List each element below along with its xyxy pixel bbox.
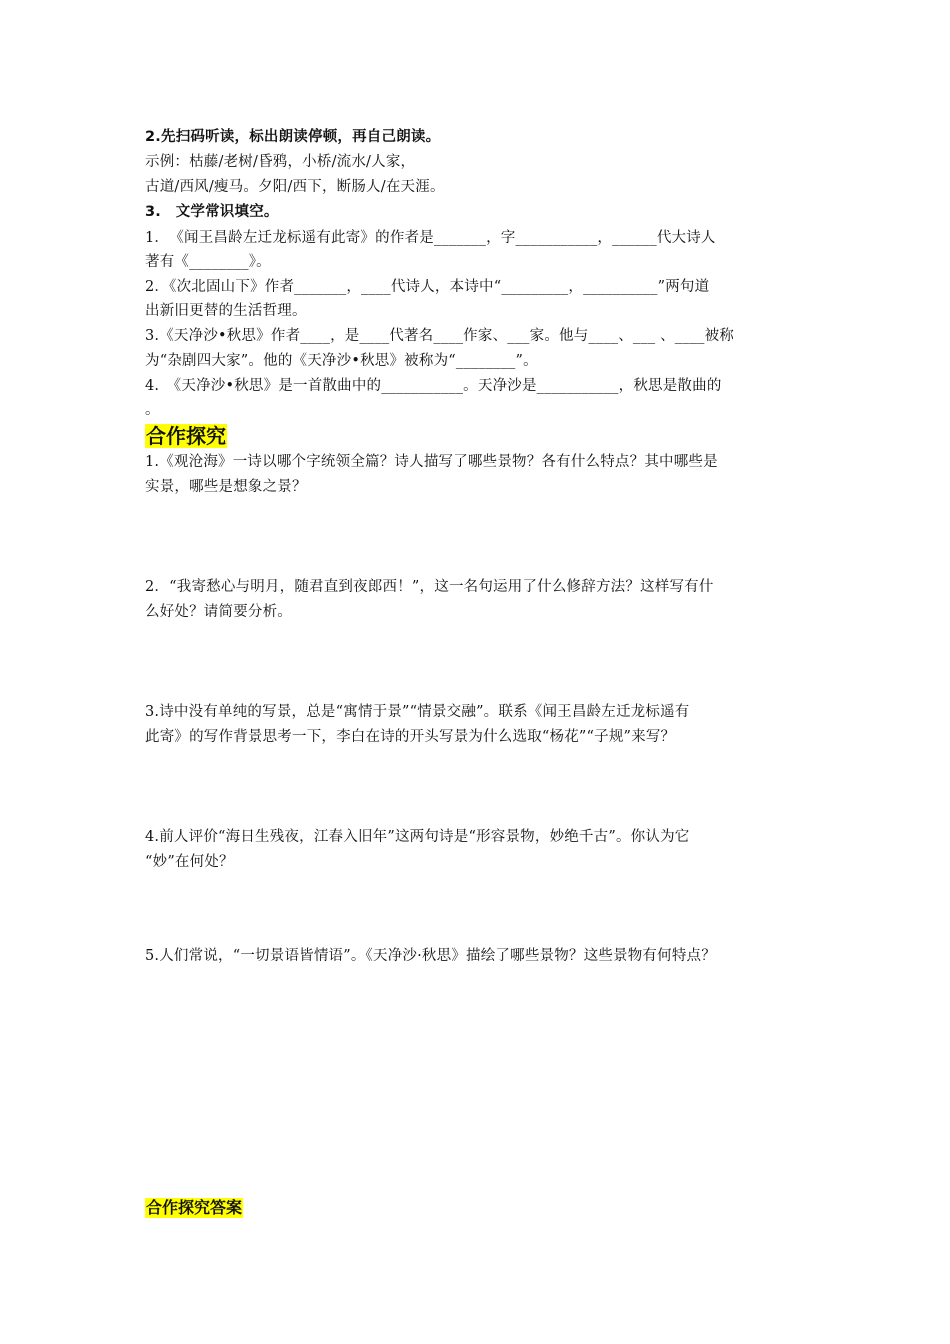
cooperation-q1-line-1: 1.《观沧海》一诗以哪个字统领全篇？诗人描写了哪些景物？各有什么特点？其中哪些是 [145,454,718,470]
literature-q4-line-2: 。 [145,402,160,418]
cooperation-answers-heading: 合作探究答案 [146,1198,243,1217]
reading-task-title: 2.先扫码听读，标出朗读停顿，再自己朗读。 [145,129,441,145]
cooperation-q5-line-1: 5.人们常说，“一切景语皆情语”。《天净沙·秋思》描绘了哪些景物？这些景物有何特点？ [145,948,716,964]
cooperation-q2-line-1: 2．“我寄愁心与明月，随君直到夜郎西！”，这一名句运用了什么修辞方法？这样写有什 [145,579,714,595]
cooperation-q1-line-2: 实景，哪些是想象之景？ [145,479,307,495]
reading-example-line-1: 示例：枯藤/老树/昏鸦，小桥/流水/人家， [145,154,416,170]
literature-section-title: 3. 文学常识填空。 [145,204,279,220]
literature-q2-line-2: 出新旧更替的生活哲理。 [145,303,307,319]
literature-q3-line-2: 为“杂剧四大家”。他的《天净沙•秋思》被称为“________”。 [145,353,538,369]
reading-example-line-2: 古道/西风/瘦马。夕阳/西下，断肠人/在天涯。 [145,179,445,195]
literature-q1-line-1: 1． 《闻王昌龄左迁龙标遥有此寄》的作者是_______，字___________，______代大诗人 [145,230,716,246]
literature-q2-line-1: 2．《次北固山下》作者_______，____代诗人，本诗中“_________，__________”两句道 [145,279,710,295]
literature-q4-line-1: 4. 《天净沙•秋思》是一首散曲中的___________。天净沙是___________，秋思是散曲的 [145,378,722,394]
cooperation-q2-line-2: 么好处？请简要分析。 [145,604,292,620]
cooperation-q4-line-2: “妙”在何处？ [145,854,234,870]
cooperation-q3-line-1: 3.诗中没有单纯的写景，总是“寓情于景”“情景交融”。联系《闻王昌龄左迁龙标遥有 [145,704,690,720]
literature-q1-line-2: 著有《________》。 [145,254,271,270]
cooperation-q3-line-2: 此寄》的写作背景思考一下，李白在诗的开头写景为什么选取“杨花”“子规”来写？ [145,729,676,745]
literature-q3-line-1: 3.《天净沙•秋思》作者____，是____代著名____作家、___家。他与____、___ 、____被称 [145,328,734,344]
cooperation-heading: 合作探究 [146,424,226,448]
cooperation-q4-line-1: 4.前人评价“海日生残夜，江春入旧年”这两句诗是“形容景物，妙绝千古”。你认为它 [145,829,690,845]
